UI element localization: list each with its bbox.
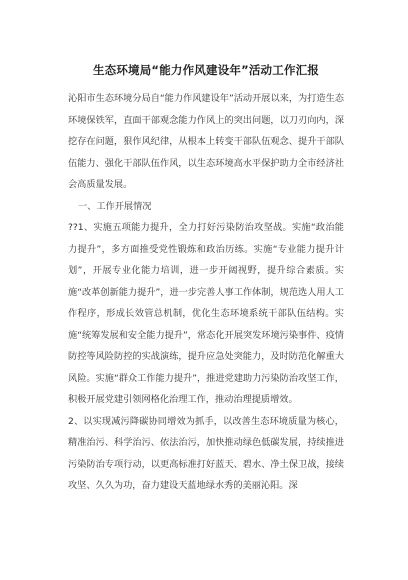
intro-paragraph: 沁阳市生态环境分局自“能力作风建设年”活动开展以来，为打造生态环境保铁军，直面干部观念能力作风上的突出问题，以刀刃向内，深挖存在问题，狠作风纪律，从根本上转变干部队伍观念、提升干部队伍能力、强化干部队伍作风，以生态环境高水平保护助力全市经济社会高质量发展。 [68,93,344,190]
body-paragraph-2: 2、以实现减污降碳协同增效为抓手，以改善生态环境质量为核心，精准治污、科学治污、依法治污，加快推动绿色低碳发展，持续推进污染防治专项行动，以更高标准打好蓝天、碧水、净土保卫战，接续攻坚、久久为功，奋力建设天蓝地绿水秀的美丽沁阳。深 [68,415,344,491]
document-title: 生态环境局“能力作风建设年”活动工作汇报 [92,63,320,77]
section-heading: 一、工作开展情况 [78,200,152,212]
body-paragraph-1: ??1、实施五项能力提升，全力打好污染防治攻坚战。实施“政治能力提升”，多方面推受党性锻炼和政治历练。实施“专业能力提升计划”，开展专业化能力培训，进一步开阔视野，提升综合素质。实施“改革创新能力提升”，进一步完善人事工作体制，规范选人用人工作程序，形成长效管总机制，优化生态环境系统干部队伍结构。实施“统筹发展和安全能力提升”，常态化开展突发环境污染事件、疫情防控等风险防控的实战演练，提升应急处突能力，及时防范化解重大风险。实施“群众工作能力提升”，推进党建助力污染防治攻坚工作，积极开展党建引领网格化治理工作，推动治理提质增效。 [68,222,344,405]
